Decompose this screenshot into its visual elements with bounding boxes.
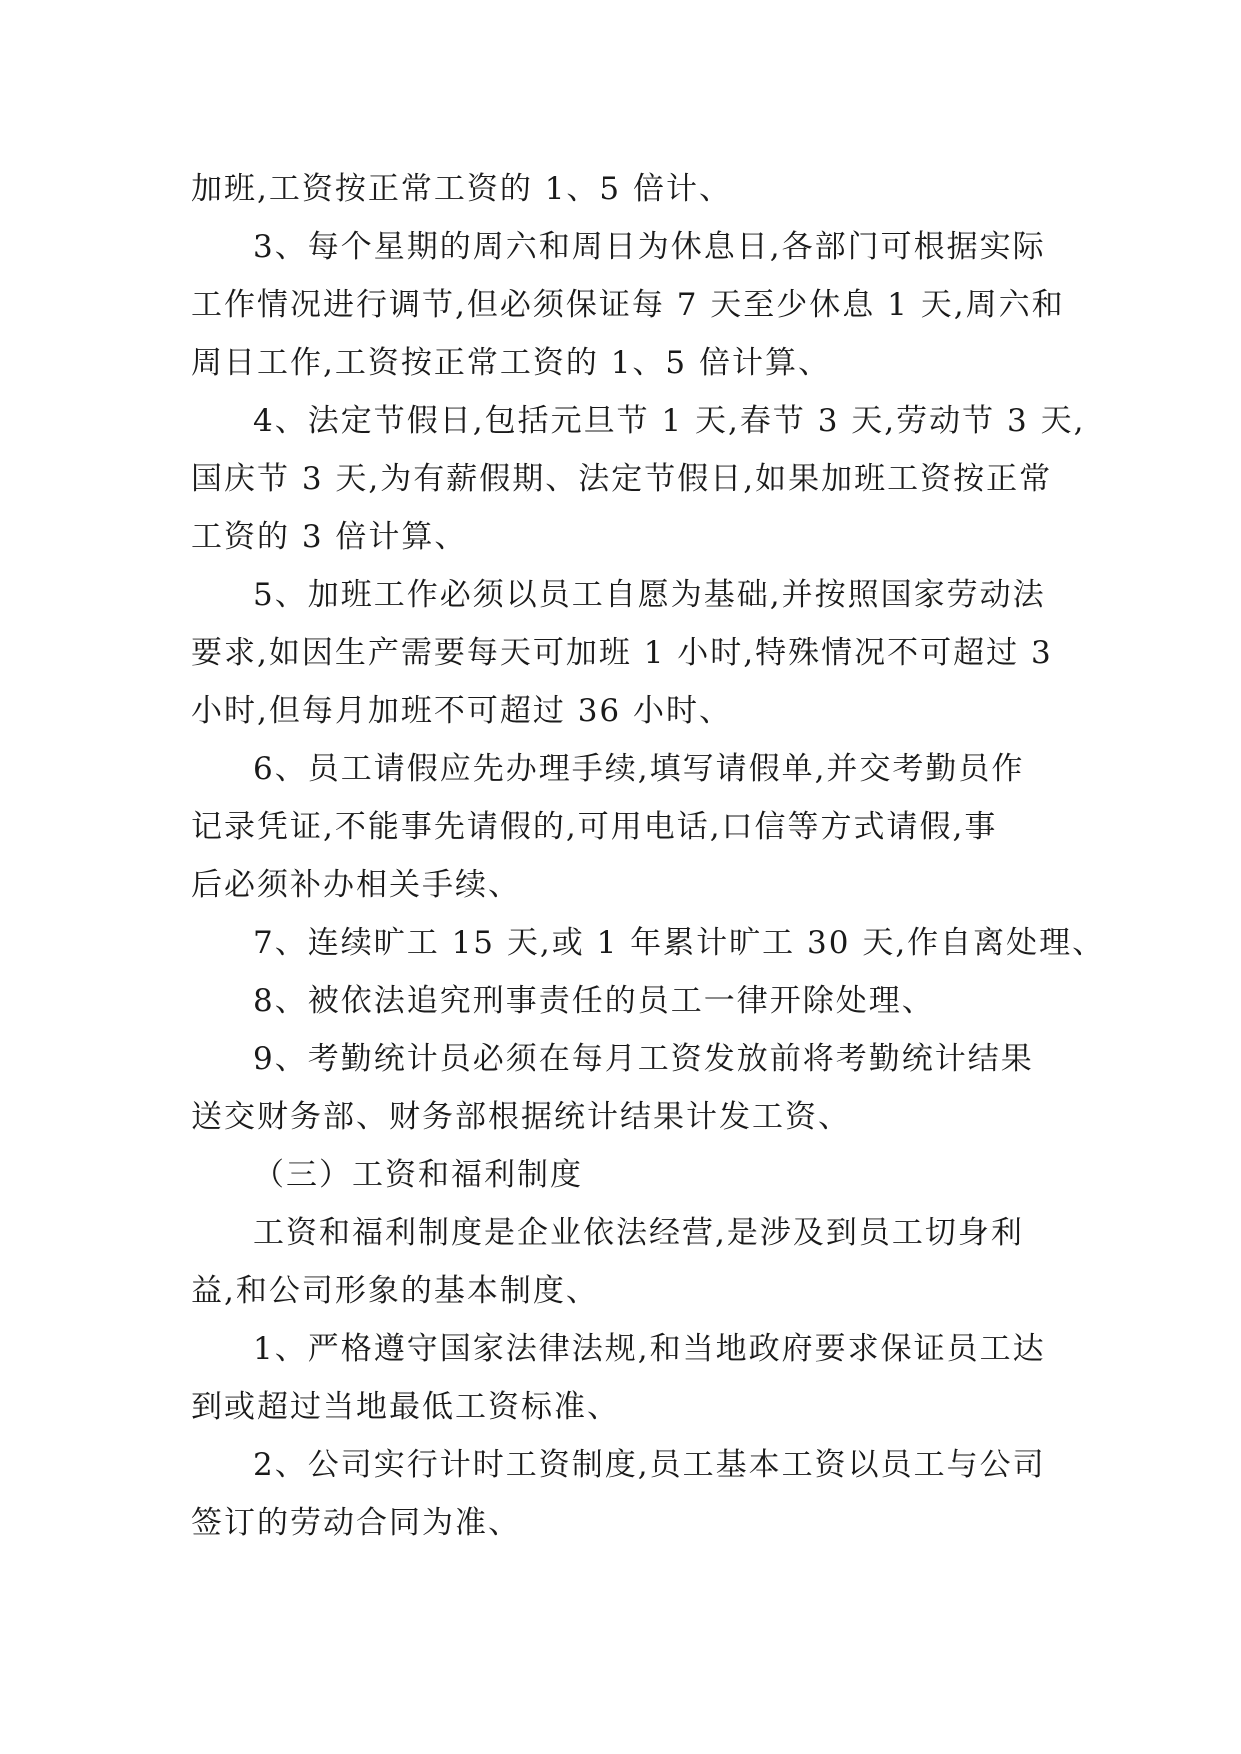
text-line: 要求,如因生产需要每天可加班 1 小时,特殊情况不可超过 3 — [191, 635, 1053, 671]
text-line: 加班,工资按正常工资的 1、5 倍计、 — [191, 171, 733, 207]
paragraph-item-1: 1、严格遵守国家法律法规,和当地政府要求保证员工达 — [253, 1331, 1046, 1367]
paragraph-item-8: 8、被依法追究刑事责任的员工一律开除处理、 — [253, 983, 935, 1019]
paragraph-item-3: 3、每个星期的周六和周日为休息日,各部门可根据实际 — [253, 229, 1046, 265]
paragraph-item-5: 5、加班工作必须以员工自愿为基础,并按照国家劳动法 — [253, 577, 1046, 613]
text-line: 记录凭证,不能事先请假的,可用电话,口信等方式请假,事 — [191, 809, 998, 845]
paragraph-item-6: 6、员工请假应先办理手续,填写请假单,并交考勤员作 — [253, 751, 1025, 787]
paragraph-item-4: 4、法定节假日,包括元旦节 1 天,春节 3 天,劳动节 3 天, — [253, 403, 1086, 439]
text-line: 工作情况进行调节,但必须保证每 7 天至少休息 1 天,周六和 — [191, 287, 1065, 323]
text-line: 签订的劳动合同为准、 — [191, 1505, 521, 1541]
section-intro: 工资和福利制度是企业依法经营,是涉及到员工切身利 — [253, 1215, 1024, 1251]
text-line: 益,和公司形象的基本制度、 — [191, 1273, 599, 1309]
section-heading: （三）工资和福利制度 — [253, 1157, 583, 1193]
text-line: 国庆节 3 天,为有薪假期、法定节假日,如果加班工资按正常 — [191, 461, 1053, 497]
text-line: 工资的 3 倍计算、 — [191, 519, 468, 555]
paragraph-item-9: 9、考勤统计员必须在每月工资发放前将考勤统计结果 — [253, 1041, 1034, 1077]
text-line: 周日工作,工资按正常工资的 1、5 倍计算、 — [191, 345, 832, 381]
paragraph-item-2: 2、公司实行计时工资制度,员工基本工资以员工与公司 — [253, 1447, 1046, 1483]
text-line: 到或超过当地最低工资标准、 — [191, 1389, 620, 1425]
paragraph-item-7: 7、连续旷工 15 天,或 1 年累计旷工 30 天,作自离处理、 — [253, 925, 1106, 961]
document-body — [191, 160, 1106, 1552]
text-line: 小时,但每月加班不可超过 36 小时、 — [191, 693, 733, 729]
text-line: 送交财务部、财务部根据统计结果计发工资、 — [191, 1099, 851, 1135]
text-line: 后必须补办相关手续、 — [191, 867, 521, 903]
